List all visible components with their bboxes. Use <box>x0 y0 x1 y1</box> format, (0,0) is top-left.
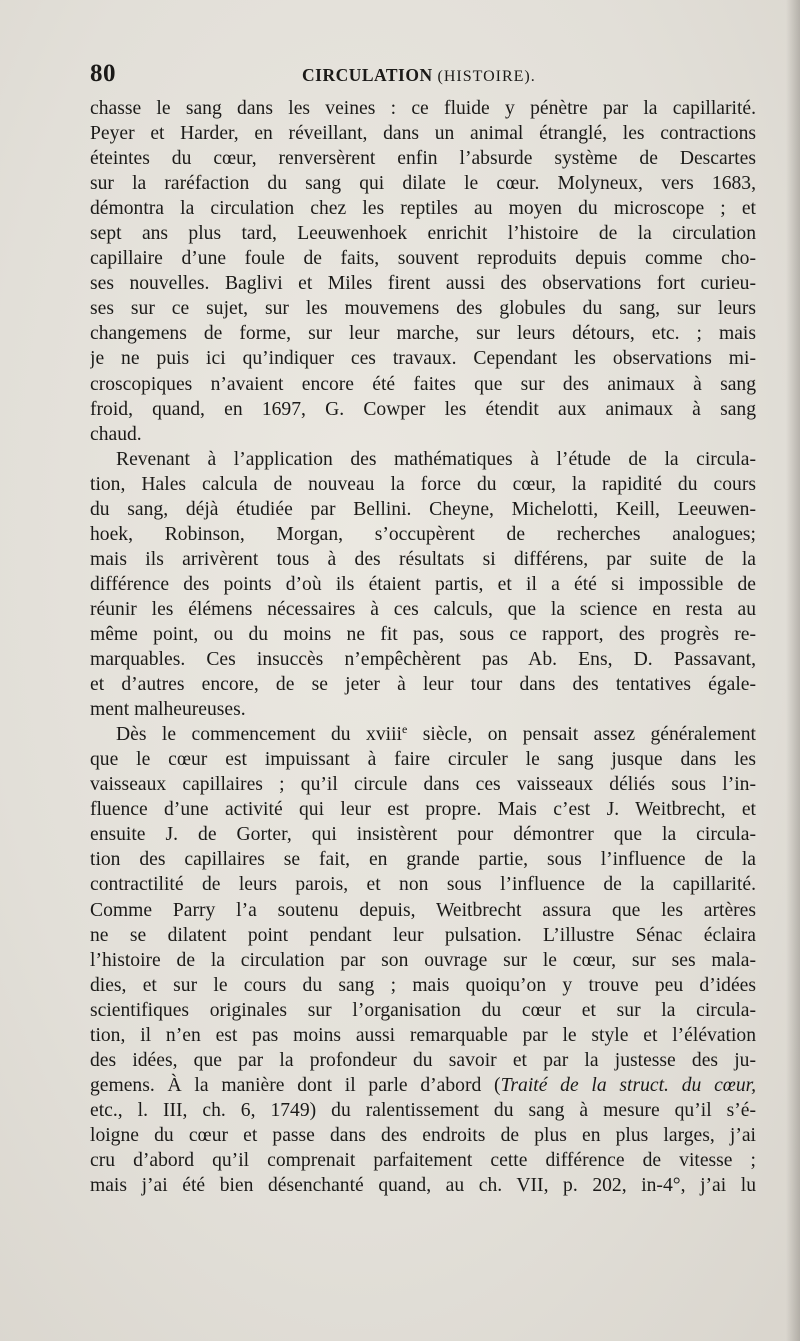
text-line: contractilité de leurs parois, et non sous l’influence de la capillarité. <box>90 874 756 896</box>
line-text: gemens. À la manière dont il parle d’abord ( <box>90 1074 501 1096</box>
text-line: démontra la circulation chez les reptiles au moyen du microscope ; et <box>90 198 756 220</box>
text-line: tion, il n’en est pas moins aussi remarquable par le style et l’élévation <box>90 1024 756 1046</box>
body-text <box>90 96 756 1198</box>
text-line: vaisseaux capillaires ; qu’il circule dans ces vaisseaux déliés sous l’in- <box>90 774 756 796</box>
line-text: Dès le commencement du xviii <box>116 724 402 746</box>
text-line: tion, Hales calcula de nouveau la force du cœur, la rapidité du cours <box>90 473 756 495</box>
text-line: loigne du cœur et passe dans des endroits de plus en plus larges, j’ai <box>90 1124 756 1146</box>
text-line: sur la raréfaction du sang qui dilate le cœur. Molyneux, vers 1683, <box>90 173 756 195</box>
superscript: e <box>401 722 408 737</box>
text-line <box>90 1073 756 1098</box>
text-line: chaud. <box>90 423 142 445</box>
text-line: que le cœur est impuissant à faire circuler le sang jusque dans les <box>90 749 756 771</box>
italic-citation: Traité de la struct. du cœur, <box>500 1074 756 1096</box>
running-title-subtitle: (HISTOIRE). <box>437 68 536 85</box>
text-line: capillaire d’une foule de faits, souvent reproduits depuis comme cho- <box>90 248 756 270</box>
text-line: même point, ou du moins ne fit pas, sous ce rapport, des progrès re- <box>90 623 756 645</box>
text-line: etc., l. III, ch. 6, 1749) du ralentissement du sang à mesure qu’il s’é- <box>90 1099 756 1121</box>
text-line: dies, et sur le cours du sang ; mais quoiqu’on y trouve peu d’idées <box>90 974 756 996</box>
text-line: je ne puis ici qu’indiquer ces travaux. Cependant les observations mi- <box>90 348 756 370</box>
text-line: ses nouvelles. Baglivi et Miles firent aussi des observations fort curieu- <box>90 273 756 295</box>
page-number: 80 <box>90 60 116 87</box>
text-line: et d’autres encore, de se jeter à leur tour dans des tentatives égale- <box>90 674 756 696</box>
text-line: réunir les élémens nécessaires à ces calculs, que la science en resta au <box>90 598 756 620</box>
text-line: tion des capillaires se fait, en grande partie, sous l’influence de la <box>90 849 756 871</box>
text-line: ensuite J. de Gorter, qui insistèrent pour démontrer que la circula- <box>90 824 756 846</box>
text-line: des idées, que par la profondeur du savoir et par la justesse des ju- <box>90 1049 756 1071</box>
page-header <box>90 60 755 94</box>
text-line: éteintes du cœur, renversèrent enfin l’absurde système de Descartes <box>90 148 756 170</box>
text-line: ne se dilatent point pendant leur pulsation. L’illustre Sénac éclaira <box>90 924 756 946</box>
line-text-tail: siècle, on pensait assez généralement <box>407 724 756 746</box>
text-line: Peyer et Harder, en réveillant, dans un animal étranglé, les contractions <box>90 123 756 145</box>
text-line: fluence d’une activité qui leur est propre. Mais c’est J. Weitbrecht, et <box>90 799 756 821</box>
text-line: mais j’ai été bien désenchanté quand, au ch. VII, p. 202, in-4°, j’ai lu <box>90 1175 756 1197</box>
text-line: cru d’abord qu’il comprenait parfaitement cette différence de vitesse ; <box>90 1149 756 1171</box>
text-line: l’histoire de la circulation par son ouvrage sur le cœur, sur ses mala- <box>90 949 756 971</box>
text-line: différence des points d’où ils étaient partis, et il a été si impossible de <box>90 573 756 595</box>
text-line: chasse le sang dans les veines : ce fluide y pénètre par la capillarité. <box>90 98 756 119</box>
paragraph-start-line <box>90 722 756 747</box>
text-line: changemens de forme, sur leur marche, sur leurs détours, etc. ; mais <box>90 323 756 345</box>
text-line: froid, quand, en 1697, G. Cowper les étendit aux animaux à sang <box>90 398 756 420</box>
text-line: marquables. Ces insuccès n’empêchèrent pas Ab. Ens, D. Passavant, <box>90 649 756 671</box>
running-title-main: CIRCULATION <box>302 65 433 85</box>
text-line: scientifiques originales sur l’organisation du cœur et sur la circula- <box>90 999 756 1021</box>
page-gutter-shadow <box>786 0 800 1341</box>
text-line: ment malheureuses. <box>90 699 246 721</box>
text-line: du sang, déjà étudiée par Bellini. Cheyne, Michelotti, Keill, Leeuwen- <box>90 498 756 520</box>
running-title <box>302 65 536 86</box>
text-line: hoek, Robinson, Morgan, s’occupèrent de recherches analogues; <box>90 523 756 545</box>
paragraph-start-line: Revenant à l’application des mathématiques à l’étude de la circula- <box>116 448 756 470</box>
text-line: sept ans plus tard, Leeuwenhoek enrichit l’histoire de la circulation <box>90 223 756 245</box>
text-line: croscopiques n’avaient encore été faites que sur des animaux à sang <box>90 373 756 395</box>
text-line: Comme Parry l’a soutenu depuis, Weitbrecht assura que les artères <box>90 899 756 921</box>
text-line: mais ils arrivèrent tous à des résultats si différens, par suite de la <box>90 548 756 570</box>
text-line: ses sur ce sujet, sur les mouvemens des globules du sang, sur leurs <box>90 298 756 320</box>
